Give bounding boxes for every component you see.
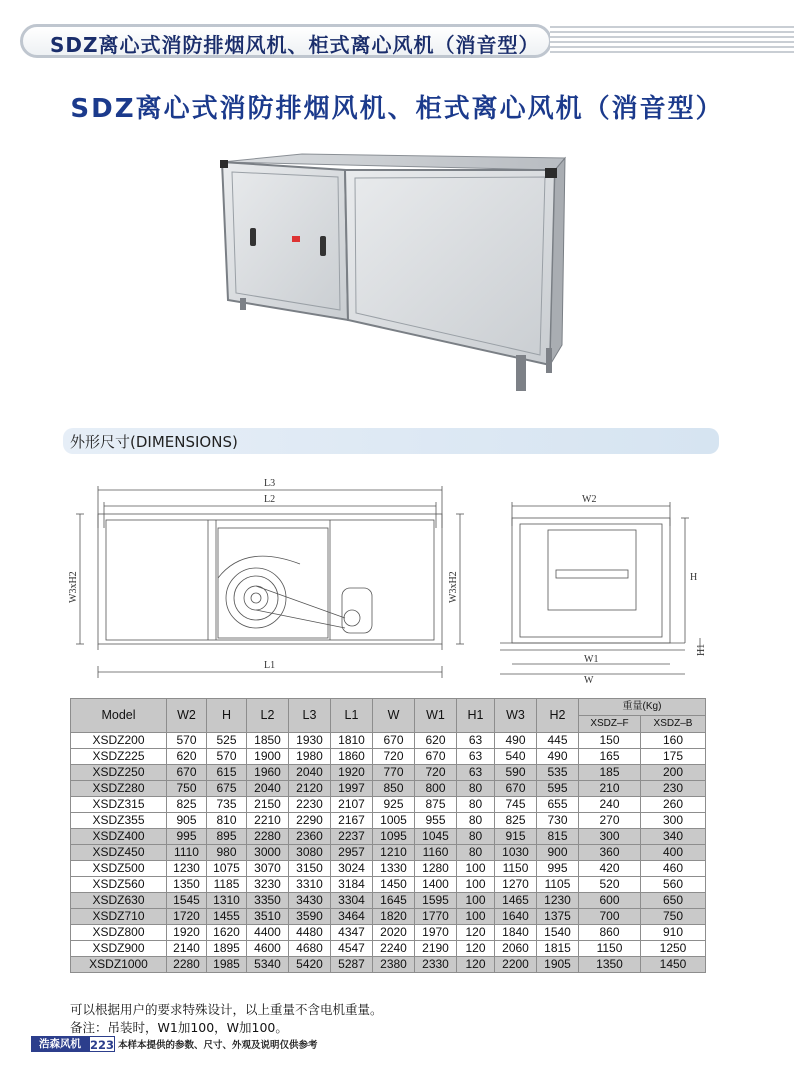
value-cell: 670 — [373, 733, 415, 749]
dimension-drawing — [60, 468, 720, 693]
value-cell: 5340 — [247, 957, 289, 973]
table-row — [71, 957, 706, 973]
label-l3: L3 — [264, 478, 276, 489]
col-header: H2 — [537, 699, 579, 733]
value-cell: 1110 — [167, 845, 207, 861]
value-cell: 1250 — [641, 941, 706, 957]
value-cell: 860 — [579, 925, 641, 941]
value-cell: 1350 — [167, 877, 207, 893]
value-cell: 1270 — [495, 877, 537, 893]
value-cell: 815 — [537, 829, 579, 845]
value-cell: 3080 — [289, 845, 331, 861]
value-cell: 910 — [641, 925, 706, 941]
value-cell: 655 — [537, 797, 579, 813]
col-header: L3 — [289, 699, 331, 733]
value-cell: 63 — [457, 733, 495, 749]
table-row — [71, 925, 706, 941]
value-cell: 540 — [495, 749, 537, 765]
value-cell: 1770 — [415, 909, 457, 925]
value-cell: 1960 — [247, 765, 289, 781]
value-cell: 670 — [495, 781, 537, 797]
label-l2: L2 — [264, 494, 276, 505]
value-cell: 2360 — [289, 829, 331, 845]
value-cell: 2140 — [167, 941, 207, 957]
value-cell: 745 — [495, 797, 537, 813]
value-cell: 1280 — [415, 861, 457, 877]
value-cell: 120 — [457, 941, 495, 957]
label-w3h2-right: W3xH2 — [448, 571, 459, 603]
col-header: L1 — [331, 699, 373, 733]
value-cell: 1860 — [331, 749, 373, 765]
value-cell: 2240 — [373, 941, 415, 957]
value-cell: 620 — [415, 733, 457, 749]
weight-sub-header: XSDZ–F — [579, 716, 641, 733]
value-cell: 570 — [167, 733, 207, 749]
value-cell: 1465 — [495, 893, 537, 909]
model-cell: XSDZ560 — [71, 877, 167, 893]
label-w3h2-left: W3xH2 — [68, 571, 79, 603]
value-cell: 1150 — [495, 861, 537, 877]
value-cell: 2290 — [289, 813, 331, 829]
value-cell: 63 — [457, 749, 495, 765]
value-cell: 1920 — [331, 765, 373, 781]
value-cell: 1970 — [415, 925, 457, 941]
value-cell: 3350 — [247, 893, 289, 909]
value-cell: 2957 — [331, 845, 373, 861]
value-cell: 770 — [373, 765, 415, 781]
value-cell: 1545 — [167, 893, 207, 909]
value-cell: 1850 — [247, 733, 289, 749]
value-cell: 1905 — [537, 957, 579, 973]
value-cell: 80 — [457, 845, 495, 861]
value-cell: 915 — [495, 829, 537, 845]
value-cell: 4547 — [331, 941, 373, 957]
value-cell: 300 — [579, 829, 641, 845]
value-cell: 80 — [457, 797, 495, 813]
value-cell: 445 — [537, 733, 579, 749]
value-cell: 1310 — [207, 893, 247, 909]
value-cell: 750 — [167, 781, 207, 797]
value-cell: 925 — [373, 797, 415, 813]
model-cell: XSDZ315 — [71, 797, 167, 813]
footer-brand: 浩森风机 — [31, 1036, 89, 1052]
value-cell: 750 — [641, 909, 706, 925]
value-cell: 2060 — [495, 941, 537, 957]
value-cell: 230 — [641, 781, 706, 797]
value-cell: 260 — [641, 797, 706, 813]
value-cell: 4600 — [247, 941, 289, 957]
value-cell: 3070 — [247, 861, 289, 877]
model-cell: XSDZ1000 — [71, 957, 167, 973]
value-cell: 1595 — [415, 893, 457, 909]
value-cell: 1620 — [207, 925, 247, 941]
value-cell: 1930 — [289, 733, 331, 749]
table-row — [71, 749, 706, 765]
value-cell: 100 — [457, 909, 495, 925]
value-cell: 270 — [579, 813, 641, 829]
value-cell: 720 — [373, 749, 415, 765]
value-cell: 720 — [415, 765, 457, 781]
label-h: H — [690, 572, 698, 583]
value-cell: 4480 — [289, 925, 331, 941]
value-cell: 240 — [579, 797, 641, 813]
value-cell: 1350 — [579, 957, 641, 973]
table-row — [71, 845, 706, 861]
value-cell: 200 — [641, 765, 706, 781]
value-cell: 100 — [457, 877, 495, 893]
value-cell: 2040 — [247, 781, 289, 797]
value-cell: 3590 — [289, 909, 331, 925]
value-cell: 2040 — [289, 765, 331, 781]
col-header: W3 — [495, 699, 537, 733]
model-cell: XSDZ250 — [71, 765, 167, 781]
value-cell: 905 — [167, 813, 207, 829]
product-photo — [210, 150, 600, 395]
col-header: Model — [71, 699, 167, 733]
label-l1: L1 — [264, 660, 276, 671]
value-cell: 100 — [457, 893, 495, 909]
table-row — [71, 781, 706, 797]
value-cell: 560 — [641, 877, 706, 893]
value-cell: 670 — [167, 765, 207, 781]
value-cell: 1840 — [495, 925, 537, 941]
value-cell: 2107 — [331, 797, 373, 813]
value-cell: 1980 — [289, 749, 331, 765]
value-cell: 1095 — [373, 829, 415, 845]
value-cell: 620 — [167, 749, 207, 765]
value-cell: 100 — [457, 861, 495, 877]
model-cell: XSDZ400 — [71, 829, 167, 845]
value-cell: 80 — [457, 781, 495, 797]
value-cell: 360 — [579, 845, 641, 861]
value-cell: 3184 — [331, 877, 373, 893]
value-cell: 2150 — [247, 797, 289, 813]
table-row — [71, 765, 706, 781]
value-cell: 490 — [495, 733, 537, 749]
value-cell: 570 — [207, 749, 247, 765]
value-cell: 735 — [207, 797, 247, 813]
banner-title: SDZ离心式消防排烟风机、柜式离心风机（消音型） — [50, 33, 540, 57]
value-cell: 675 — [207, 781, 247, 797]
value-cell: 490 — [537, 749, 579, 765]
value-cell: 80 — [457, 813, 495, 829]
value-cell: 980 — [207, 845, 247, 861]
value-cell: 1330 — [373, 861, 415, 877]
value-cell: 650 — [641, 893, 706, 909]
banner-stripes — [550, 26, 794, 56]
footer-disclaimer: 本样本提供的参数、尺寸、外观及说明仅供参考 — [118, 1040, 318, 1051]
value-cell: 525 — [207, 733, 247, 749]
value-cell: 3024 — [331, 861, 373, 877]
value-cell: 1720 — [167, 909, 207, 925]
model-cell: XSDZ225 — [71, 749, 167, 765]
value-cell: 1185 — [207, 877, 247, 893]
weight-header: 重量(Kg) — [579, 699, 706, 716]
value-cell: 5287 — [331, 957, 373, 973]
value-cell: 825 — [495, 813, 537, 829]
value-cell: 1895 — [207, 941, 247, 957]
value-cell: 1810 — [331, 733, 373, 749]
value-cell: 520 — [579, 877, 641, 893]
value-cell: 2330 — [415, 957, 457, 973]
value-cell: 535 — [537, 765, 579, 781]
col-header: L2 — [247, 699, 289, 733]
value-cell: 3150 — [289, 861, 331, 877]
model-cell: XSDZ710 — [71, 909, 167, 925]
value-cell: 1075 — [207, 861, 247, 877]
value-cell: 3000 — [247, 845, 289, 861]
value-cell: 300 — [641, 813, 706, 829]
value-cell: 3310 — [289, 877, 331, 893]
table-row — [71, 909, 706, 925]
col-header: W2 — [167, 699, 207, 733]
model-cell: XSDZ450 — [71, 845, 167, 861]
value-cell: 3510 — [247, 909, 289, 925]
note-line-2: 备注：吊装时，W1加100，W加100。 — [70, 1020, 288, 1035]
value-cell: 4680 — [289, 941, 331, 957]
value-cell: 1045 — [415, 829, 457, 845]
value-cell: 1230 — [537, 893, 579, 909]
value-cell: 2237 — [331, 829, 373, 845]
model-cell: XSDZ500 — [71, 861, 167, 877]
value-cell: 2280 — [247, 829, 289, 845]
col-header: W1 — [415, 699, 457, 733]
value-cell: 670 — [415, 749, 457, 765]
value-cell: 1105 — [537, 877, 579, 893]
value-cell: 595 — [537, 781, 579, 797]
value-cell: 1820 — [373, 909, 415, 925]
value-cell: 1640 — [495, 909, 537, 925]
value-cell: 80 — [457, 829, 495, 845]
label-h1: H1 — [696, 643, 707, 656]
value-cell: 420 — [579, 861, 641, 877]
value-cell: 120 — [457, 957, 495, 973]
value-cell: 1920 — [167, 925, 207, 941]
value-cell: 1375 — [537, 909, 579, 925]
model-cell: XSDZ630 — [71, 893, 167, 909]
value-cell: 1455 — [207, 909, 247, 925]
label-w1: W1 — [584, 654, 599, 665]
value-cell: 1230 — [167, 861, 207, 877]
value-cell: 1005 — [373, 813, 415, 829]
table-row — [71, 941, 706, 957]
value-cell: 2120 — [289, 781, 331, 797]
table-row — [71, 733, 706, 749]
value-cell: 1400 — [415, 877, 457, 893]
value-cell: 1450 — [373, 877, 415, 893]
label-w: W — [584, 675, 594, 686]
value-cell: 850 — [373, 781, 415, 797]
value-cell: 615 — [207, 765, 247, 781]
value-cell: 590 — [495, 765, 537, 781]
value-cell: 600 — [579, 893, 641, 909]
value-cell: 1900 — [247, 749, 289, 765]
model-cell: XSDZ800 — [71, 925, 167, 941]
value-cell: 2200 — [495, 957, 537, 973]
table-row — [71, 797, 706, 813]
value-cell: 3464 — [331, 909, 373, 925]
value-cell: 63 — [457, 765, 495, 781]
value-cell: 460 — [641, 861, 706, 877]
note-line-1: 可以根据用户的要求特殊设计，以上重量不含电机重量。 — [70, 1002, 383, 1017]
value-cell: 400 — [641, 845, 706, 861]
value-cell: 995 — [167, 829, 207, 845]
col-header: W — [373, 699, 415, 733]
value-cell: 210 — [579, 781, 641, 797]
value-cell: 120 — [457, 925, 495, 941]
table-row — [71, 877, 706, 893]
label-w2: W2 — [582, 494, 597, 505]
table-row — [71, 893, 706, 909]
value-cell: 3430 — [289, 893, 331, 909]
value-cell: 150 — [579, 733, 641, 749]
table-row — [71, 829, 706, 845]
value-cell: 825 — [167, 797, 207, 813]
value-cell: 1815 — [537, 941, 579, 957]
value-cell: 2167 — [331, 813, 373, 829]
col-header: H — [207, 699, 247, 733]
model-cell: XSDZ355 — [71, 813, 167, 829]
value-cell: 2380 — [373, 957, 415, 973]
value-cell: 875 — [415, 797, 457, 813]
value-cell: 160 — [641, 733, 706, 749]
model-cell: XSDZ200 — [71, 733, 167, 749]
value-cell: 1150 — [579, 941, 641, 957]
value-cell: 700 — [579, 909, 641, 925]
value-cell: 995 — [537, 861, 579, 877]
value-cell: 2020 — [373, 925, 415, 941]
value-cell: 4400 — [247, 925, 289, 941]
table-row — [71, 861, 706, 877]
top-banner — [20, 8, 794, 58]
table-row — [71, 813, 706, 829]
dimensions-title: 外形尺寸(DIMENSIONS) — [70, 433, 238, 451]
value-cell: 165 — [579, 749, 641, 765]
value-cell: 895 — [207, 829, 247, 845]
page-title: SDZ离心式消防排烟风机、柜式离心风机（消音型） — [70, 94, 724, 124]
value-cell: 1030 — [495, 845, 537, 861]
value-cell: 1985 — [207, 957, 247, 973]
col-header: H1 — [457, 699, 495, 733]
value-cell: 1450 — [641, 957, 706, 973]
value-cell: 2230 — [289, 797, 331, 813]
value-cell: 340 — [641, 829, 706, 845]
value-cell: 175 — [641, 749, 706, 765]
spec-table-body — [71, 733, 706, 973]
value-cell: 5420 — [289, 957, 331, 973]
value-cell: 800 — [415, 781, 457, 797]
value-cell: 900 — [537, 845, 579, 861]
value-cell: 2210 — [247, 813, 289, 829]
value-cell: 3230 — [247, 877, 289, 893]
value-cell: 1997 — [331, 781, 373, 797]
page-number: 223 — [90, 1038, 115, 1052]
value-cell: 1540 — [537, 925, 579, 941]
value-cell: 2280 — [167, 957, 207, 973]
value-cell: 3304 — [331, 893, 373, 909]
value-cell: 1160 — [415, 845, 457, 861]
value-cell: 1210 — [373, 845, 415, 861]
value-cell: 1645 — [373, 893, 415, 909]
model-cell: XSDZ280 — [71, 781, 167, 797]
value-cell: 4347 — [331, 925, 373, 941]
spec-table — [70, 698, 706, 973]
value-cell: 810 — [207, 813, 247, 829]
value-cell: 730 — [537, 813, 579, 829]
value-cell: 185 — [579, 765, 641, 781]
model-cell: XSDZ900 — [71, 941, 167, 957]
weight-sub-header: XSDZ–B — [641, 716, 706, 733]
value-cell: 955 — [415, 813, 457, 829]
value-cell: 2190 — [415, 941, 457, 957]
